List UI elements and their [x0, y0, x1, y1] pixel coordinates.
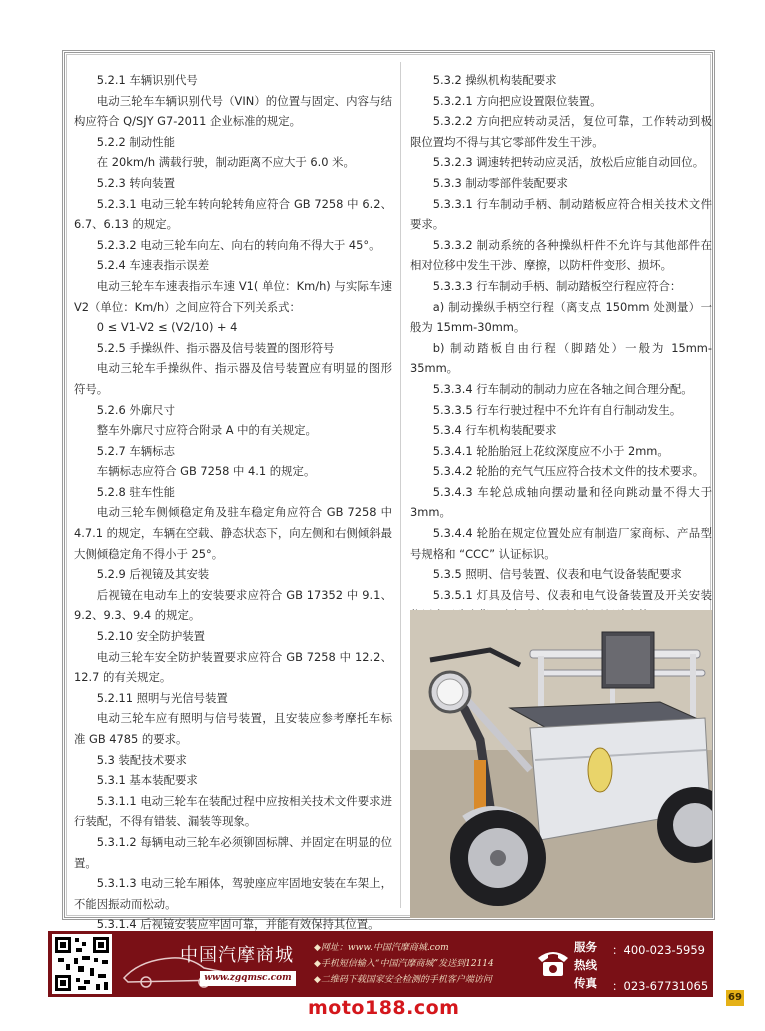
info-line: ◆手机短信输入“中国汽摩商城”发送到12114 [314, 959, 494, 969]
info-line: ◆二维码下载国家安全检测的手机客户端访问 [314, 975, 492, 985]
paragraph: 5.3.3.5 行车行驶过程中不允许有自行制动发生。 [432, 402, 682, 417]
section-heading: 5.2.10 安全防护装置 [96, 629, 205, 644]
paragraph: 5.3.4.1 轮胎胎冠上花纹深度应不小于 2mm。 [432, 443, 669, 458]
paragraph: 5.3.4.4 轮胎在规定位置处应有制造厂家商标、产品型号规格和 “CCC” 认证标识。 [410, 526, 712, 561]
paragraph: 5.3.3.4 行车制动的制动力应在各轴之间合理分配。 [432, 381, 693, 396]
section-heading: 5.3.1 基本装配要求 [96, 773, 198, 788]
section-heading: 5.2.5 手操纵件、指示器及信号装置的图形符号 [96, 340, 335, 355]
fax-number: ：023-67731065 [612, 979, 709, 993]
paragraph: 5.3.3.1 行车制动手柄、制动踏板应符合相关技术文件要求。 [410, 196, 712, 232]
site-url[interactable]: moto188.com [308, 997, 460, 1019]
electric-tricycle-image [410, 610, 712, 918]
contact-labels [574, 938, 597, 992]
paragraph: 电动三轮车侧倾稳定角及驻车稳定角应符合 GB 7258 中 4.7.1 的规定，车辆在空载、静态状态下，向左侧和右侧倾斜最大侧倾稳定角不得小于 25°。 [74, 505, 392, 561]
section-heading: 5.2.6 外廓尺寸 [96, 402, 175, 417]
paragraph: 电动三轮车应有照明与信号装置，且安装应参考摩托车标准 GB 4785 的要求。 [74, 711, 392, 746]
paragraph: 5.3.4.2 轮胎的充气气压应符合技术文件的技术要求。 [432, 464, 705, 479]
paragraph: 5.3.3.3 行车制动手柄、制动踏板空行程应符合： [432, 278, 682, 293]
section-heading: 5.3 装配技术要求 [96, 752, 187, 767]
paragraph: 5.3.5.1 灯具及信号、仪表和电气设备装置及开关安装 [432, 587, 712, 602]
paragraph: 在 20km/h 满载行驶，制动距离不应大于 6.0 米。 [96, 155, 355, 170]
qr-code-icon[interactable] [52, 934, 112, 994]
paragraph: 电动三轮车车速表指示车速 V1( 单位：Km/h) 与实际车速 V2（单位：Km/h）之间应符合下列关系式： [74, 278, 392, 314]
paragraph: 5.3.1.3 电动三轮车厢体，驾驶座应牢固地安装在车架上，不能因振动而松动。 [74, 876, 392, 911]
paragraph: b) 制动踏板自由行程（脚踏处）一般为 15mm-35mm。 [410, 340, 712, 376]
paragraph: 5.3.1.1 电动三轮车在装配过程中应按相关技术文件要求进行装配，不得有错装、漏装等现象。 [74, 793, 392, 829]
telephone-icon [536, 948, 570, 978]
paragraph: 5.3.2.3 调速转把转动应灵活，放松后应能自动回位。 [432, 155, 705, 170]
contact-info [314, 940, 494, 988]
paragraph: 电动三轮车手操纵件、指示器及信号装置应有明显的图形符号。 [74, 361, 392, 396]
section-heading: 5.2.4 车速表指示误差 [96, 258, 210, 273]
section-heading: 5.3.3 制动零部件装配要求 [432, 175, 568, 190]
paragraph: a) 制动操纵手柄空行程（离支点 150mm 处测量）一般为 15mm-30mm。 [410, 299, 712, 335]
section-heading: 5.2.9 后视镜及其安装 [96, 567, 210, 582]
section-heading: 5.2.2 制动性能 [96, 134, 175, 149]
paragraph: 后视镜在电动车上的安装要求应符合 GB 17352 中 9.1、9.2、9.3、9.4 的规定。 [74, 587, 392, 623]
section-heading: 5.3.5 照明、信号装置、仪表和电气设备装配要求 [432, 567, 682, 582]
left-column [74, 70, 392, 935]
brand-name: 中国汽摩商城 [180, 945, 294, 966]
paragraph: 5.3.1.4 后视镜安装应牢固可靠，并能有效保持其位置。 [96, 917, 380, 932]
right-column [410, 70, 712, 626]
section-heading: 0 ≤ V1-V2 ≤ (V2/10) + 4 [96, 320, 238, 335]
paragraph: 车辆标志应符合 GB 7258 中 4.1 的规定。 [96, 464, 316, 479]
paragraph: 5.3.1.2 每辆电动三轮车必须铆固标牌、并固定在明显的位置。 [74, 834, 392, 870]
fax-label: 传真 [574, 976, 597, 990]
paragraph: 电动三轮车安全防护装置要求应符合 GB 7258 中 12.2、12.7 的有关规定。 [74, 649, 392, 685]
contact-numbers [612, 941, 708, 995]
paragraph: 电动三轮车车辆识别代号（VIN）的位置与固定、内容与结构应符合 Q/SJY G7-2011 企业标准的规定。 [74, 93, 392, 129]
column-divider [400, 62, 401, 908]
tricycle-photo [410, 610, 712, 918]
paragraph: 5.3.2.2 方向把应转动灵活，复位可靠，工作转动到极限位置均不得与其它零部件发生干涉。 [410, 114, 712, 149]
hotline-label: 热线 [574, 958, 597, 972]
paragraph: 整车外廓尺寸应符合附录 A 中的有关规定。 [96, 423, 317, 438]
service-phone: ：400-023-5959 [612, 943, 705, 957]
info-line: ◆网址：www.中国汽摩商城.com [314, 943, 449, 953]
paragraph: 5.3.2.1 方向把应设置限位装置。 [432, 93, 602, 108]
blank-line [612, 959, 708, 977]
paragraph: 5.2.3.1 电动三轮车转向轮转角应符合 GB 7258 中 6.2、6.7、6.13 的规定。 [74, 196, 392, 232]
paragraph: 5.2.3.2 电动三轮车向左、向右的转向角不得大于 45°。 [96, 237, 381, 252]
paragraph: 5.3.3.2 制动系统的各种操纵杆件不允许与其他部件在相对位移中发生干涉、摩擦，以防杆件变形、损坏。 [410, 237, 712, 273]
page-number: 69 [726, 990, 744, 1006]
service-label: 服务 [574, 940, 597, 954]
section-heading: 5.3.2 操纵机构装配要求 [432, 73, 557, 87]
section-heading: 5.2.1 车辆识别代号 [96, 73, 198, 87]
section-heading: 5.3.4 行车机构装配要求 [432, 423, 557, 438]
section-heading: 5.2.11 照明与光信号装置 [96, 690, 228, 705]
brand-url[interactable]: www.zgqmsc.com [200, 971, 296, 986]
section-heading: 5.2.7 车辆标志 [96, 443, 175, 458]
section-heading: 5.2.3 转向装置 [96, 175, 175, 190]
section-heading: 5.2.8 驻车性能 [96, 484, 175, 499]
paragraph: 5.3.4.3 车轮总成轴向摆动量和径向跳动量不得大于 3mm。 [410, 484, 712, 520]
